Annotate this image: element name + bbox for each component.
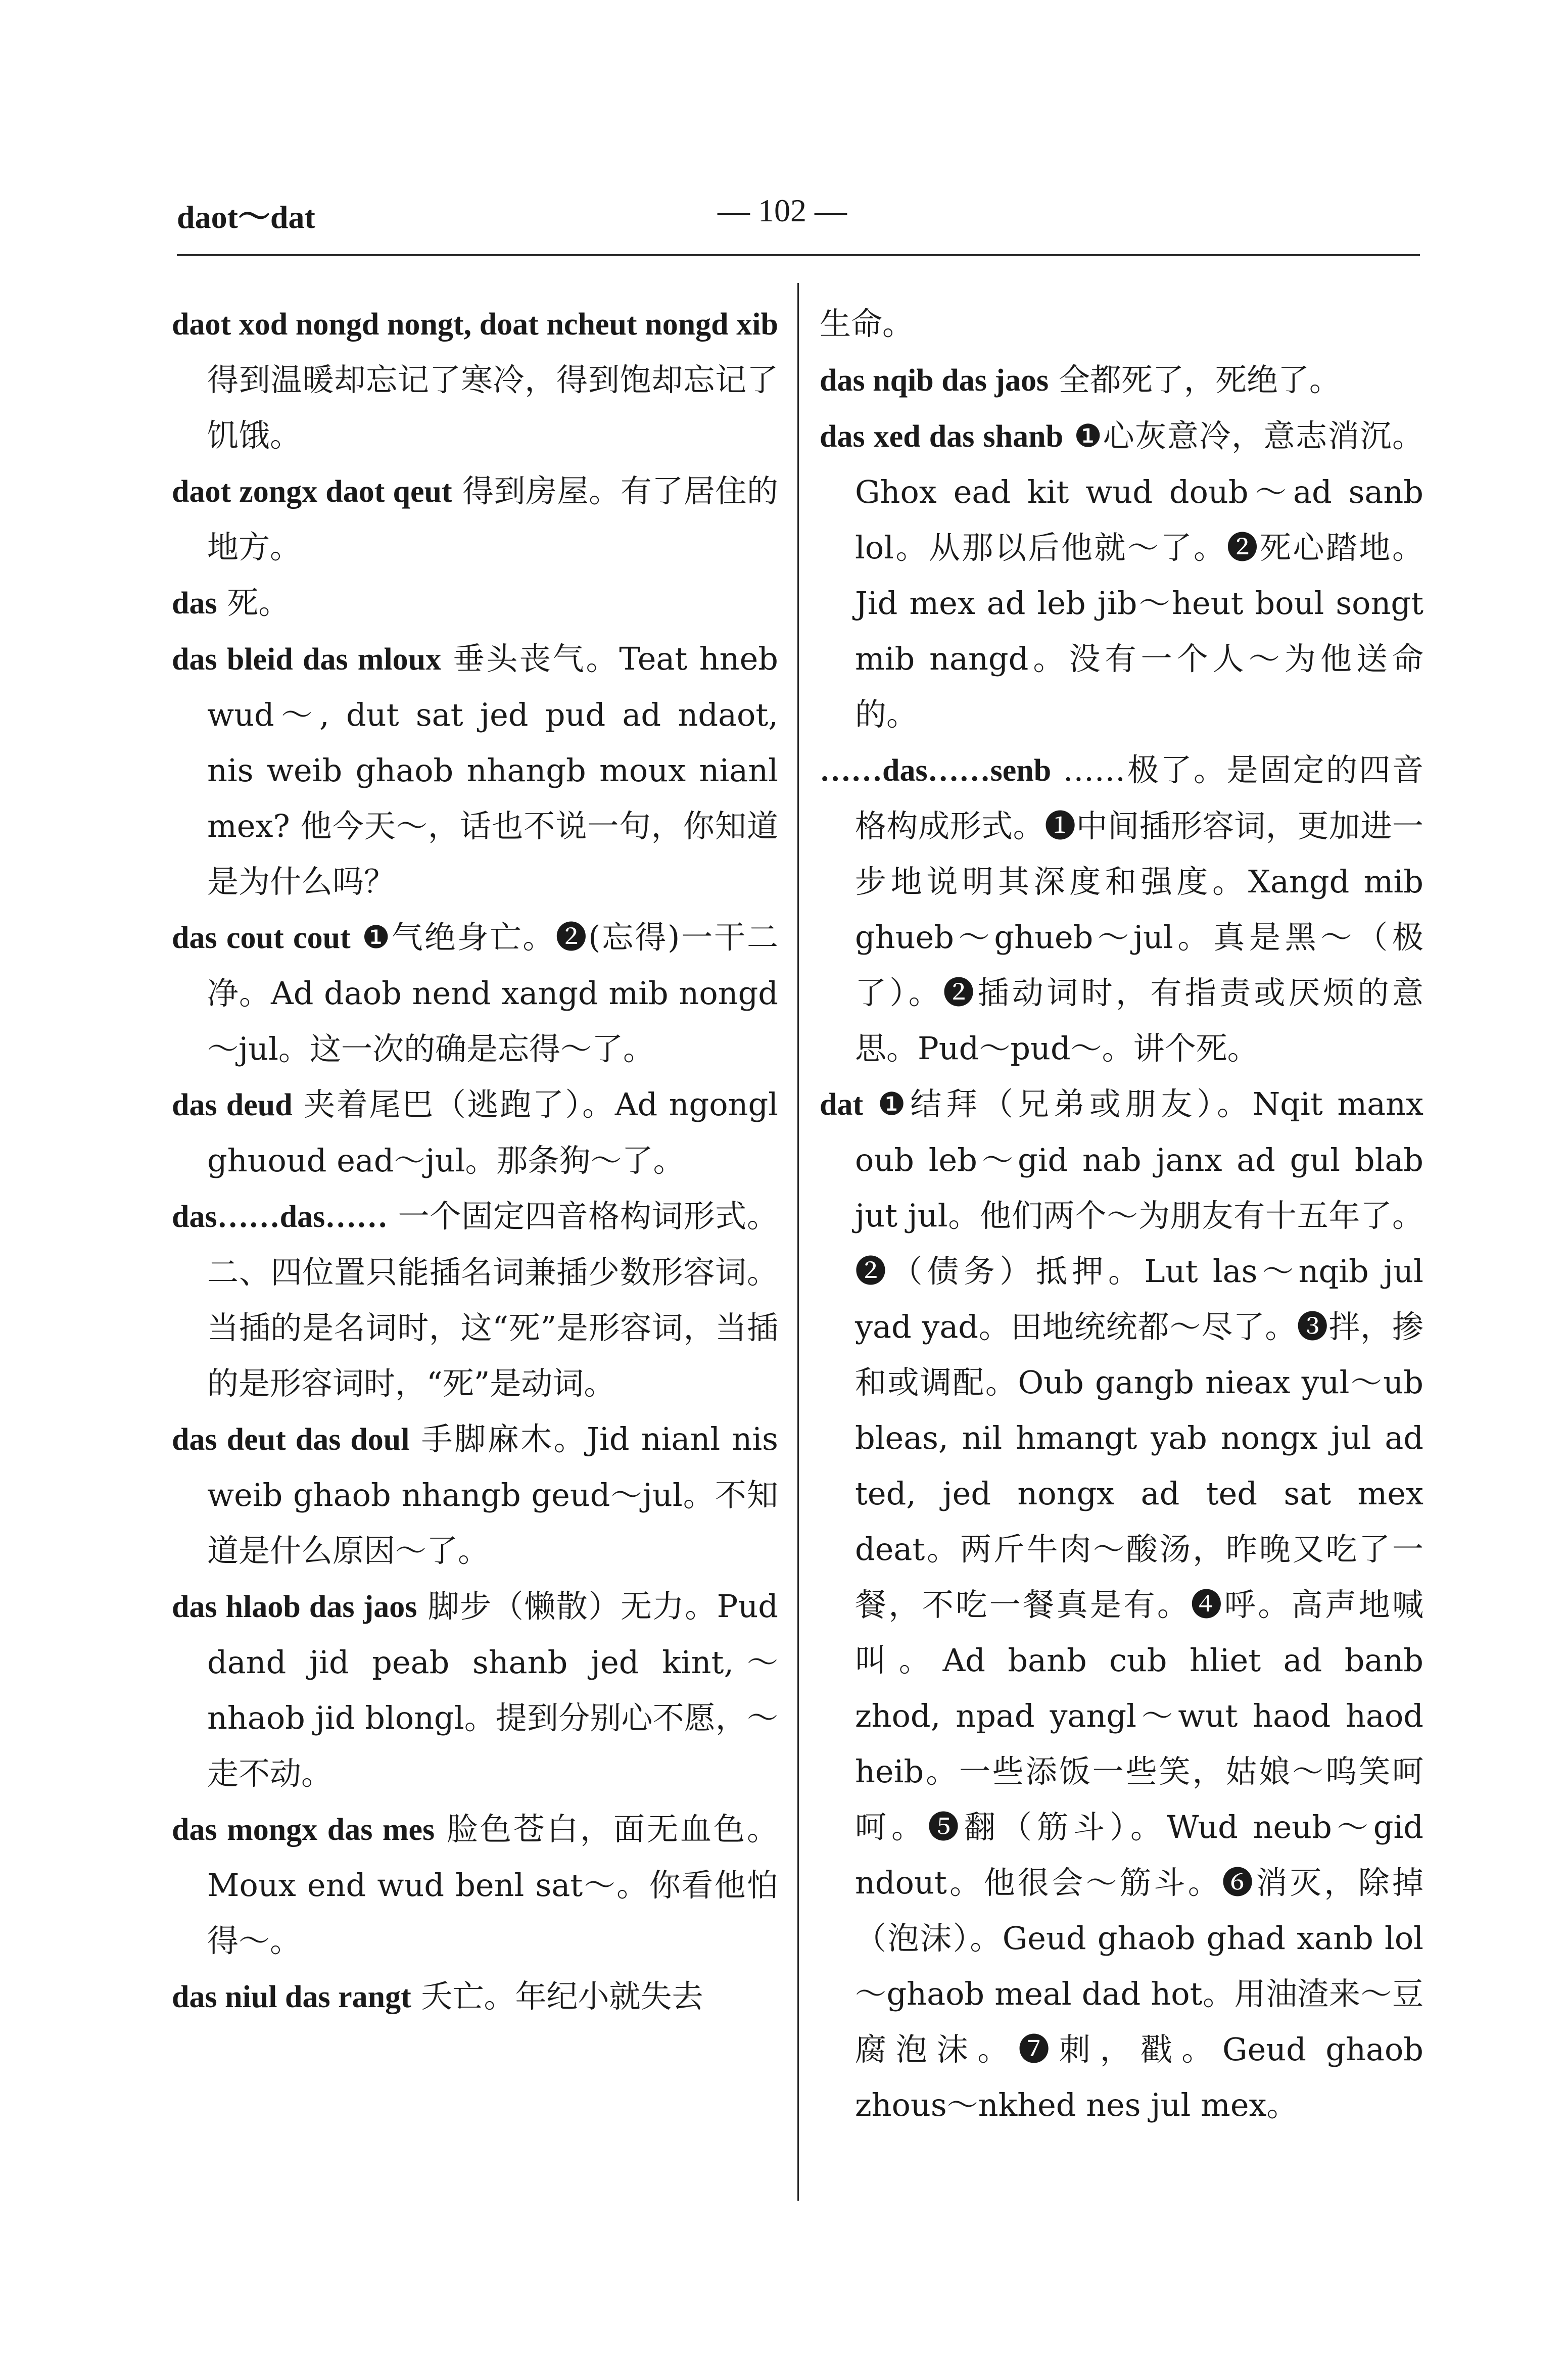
entry-headword: das……das…… (172, 1200, 388, 1234)
dictionary-entry (172, 910, 778, 1077)
entry-definition: ❶结拜（兄弟或朋友）。Nqit manx oub leb～gid nab janx ad gul blab jut jul。他们两个～为朋友有十五年了。❷（债务）抵押。Lut las～nqib jul yad yad。田地统统都～尽了。❸拌，掺和或调配。Oub gangb nieax yul～ub bleas, nil hmangt yab nongx jul ad ted, jed nongx ad ted sat mex deat。两斤牛肉～酸汤，昨晚又吃了一餐，不吃一餐真是有。❹呼。高声地喊叫。Ad banb cub hliet ad banb zhod, npad yangl～wut haod haod heib。一些添饭一些笑，姑娘～呜笑呵呵。❺翻（筋斗）。Wud neub～gid ndout。他很会～筋斗。❻消灭，除掉（泡沫）。Geud ghaob ghad xanb lol～ghaob meal dad hot。用油渣来～豆腐泡沫。❼刺，戳。Geud ghaob zhous～nkhed nes jul mex。 (855, 1085, 1423, 2123)
entry-definition: ❶气绝身亡。❷(忘得)一干二净。Ad daob nend xangd mib nongd～jul。这一次的确是忘得～了。 (207, 919, 779, 1067)
running-head: daot～dat (177, 199, 315, 235)
entry-definition: 得到温暖却忘记了寒冷，得到饱却忘记了饥饿。 (207, 361, 778, 454)
entry-headword: das hlaob das jaos (172, 1590, 417, 1624)
entry-headword: das nqib das jaos (820, 363, 1049, 398)
left-column (172, 296, 778, 2025)
dictionary-entry (820, 408, 1423, 742)
dictionary-entry-continuation (820, 296, 1423, 352)
entry-definition: 脸色苍白，面无血色。Moux end wud benl sat～。你看他怕得～。 (207, 1811, 779, 1959)
entry-definition: 脚步（懒散）无力。Pud dand jid peab shanb jed kint,～nhaob jid blongl。提到分别心不愿，～走不动。 (207, 1588, 778, 1792)
dictionary-entry (820, 742, 1423, 1076)
dictionary-entry (172, 463, 778, 575)
entry-definition: 夹着尾巴（逃跑了）。Ad ngongl ghuoud ead～jul。那条狗～了。 (207, 1086, 778, 1179)
entry-definition: 得到房屋。有了居住的地方。 (207, 472, 778, 565)
dictionary-entry (172, 1579, 778, 1801)
entry-headword: ……das……senb (820, 753, 1052, 788)
dictionary-entry (820, 1076, 1423, 2133)
dictionary-entry (820, 352, 1423, 408)
entry-headword: dat (820, 1087, 864, 1122)
entry-headword: das (172, 586, 217, 621)
entry-headword: das deut das doul (172, 1422, 410, 1457)
entry-headword: das deud (172, 1088, 293, 1122)
entry-definition: 夭亡。年纪小就失去 (411, 1978, 703, 2015)
header-rule (177, 254, 1420, 256)
entry-headword: das cout cout (172, 921, 351, 955)
entry-definition: 生命。 (820, 305, 914, 342)
entry-definition: 全都死了，死绝了。 (1049, 361, 1341, 398)
entry-definition: ……极了。是固定的四音格构成形式。❶中间插形容词，更加进一步地说明其深度和强度。Xangd mib ghueb～ghueb～jul。真是黑～（极了）。❷插动词时，有指责或厌烦的意思。Pud～pud～。讲个死。 (855, 751, 1423, 1067)
dictionary-entry (172, 1189, 778, 1411)
dictionary-entry (172, 1969, 778, 2025)
column-divider (797, 283, 799, 2201)
entry-headword: das mongx das mes (172, 1813, 435, 1847)
entry-headword: daot xod nongd nongt, doat ncheut nongd xib (172, 307, 778, 342)
dictionary-entry (172, 1411, 778, 1579)
entry-headword: das niul das rangt (172, 1980, 411, 2014)
entry-headword: daot zongx daot qeut (172, 474, 452, 509)
entry-definition: 手脚麻木。Jid nianl nis weib ghaob nhangb geud～jul。不知道是什么原因～了。 (207, 1420, 778, 1569)
dictionary-entry (172, 631, 778, 910)
entry-headword: das xed das shanb (820, 419, 1064, 454)
dictionary-entry (172, 296, 778, 463)
page-number: — 102 — (718, 193, 847, 228)
right-column (820, 296, 1423, 2133)
entry-definition: 一个固定四音格构词形式。二、四位置只能插名词兼插少数形容词。当插的是名词时，这“死”是形容词，当插的是形容词时，“死”是动词。 (207, 1198, 778, 1402)
entry-definition: ❶心灰意冷，意志消沉。Ghox ead kit wud doub～ad sanb lol。从那以后他就～了。❷死心踏地。Jid mex ad leb jib～heut boul songt mib nangd。没有一个人～为他送命的。 (855, 417, 1423, 733)
dictionary-entry (172, 575, 778, 631)
entry-headword: das bleid das mloux (172, 642, 442, 677)
dictionary-entry (172, 1077, 778, 1189)
entry-definition: 死。 (217, 584, 290, 621)
entry-definition: 垂头丧气。Teat hneb wud～, dut sat jed pud ad ndaot, nis weib ghaob nhangb moux nianl mex? 他今天～，话也不说一句，你知道是为什么吗？ (207, 640, 778, 900)
dictionary-entry (172, 1801, 778, 1969)
